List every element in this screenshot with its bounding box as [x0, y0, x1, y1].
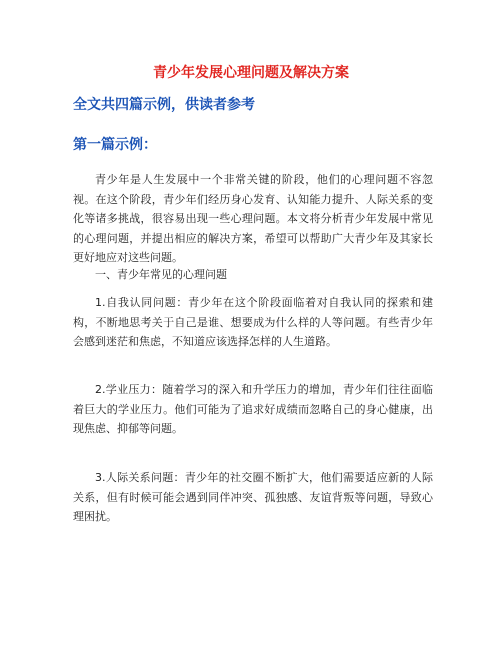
paragraph-intro: 青少年是人生发展中一个非常关键的阶段，他们的心理问题不容忽视。在这个阶段，青少年们经历身心发育、认知能力提升、人际关系的变化等诸多挑战，很容易出现一些心理问题。本文将分析青少年发展中常见的心理问题，并提出相应的解决方案，希望可以帮助广大青少年及其家长更好地应对这些问题。 — [73, 173, 433, 264]
paragraph-relationships: 3.人际关系问题：青少年的社交圈不断扩大，他们需要适应新的人际关系，但有时候可能会遇到同伴冲突、孤独感、友谊背叛等问题，导致心理困扰。 — [73, 471, 433, 523]
document-subtitle: 全文共四篇示例，供读者参考 — [73, 97, 255, 113]
section-heading: 第一篇示例： — [73, 137, 157, 153]
paragraph-academic-pressure: 2.学业压力：随着学习的深入和升学压力的增加，青少年们往往面临着巨大的学业压力。他们可能为了追求好成绩而忽略自己的身心健康，出现焦虑、抑郁等问题。 — [73, 383, 433, 435]
paragraph-self-identity: 1.自我认同问题：青少年在这个阶段面临着对自我认同的探索和建构，不断地思考关于自己是谁、想要成为什么样的人等问题。有些青少年会感到迷茫和焦虑，不知道应该选择怎样的人生道路。 — [73, 296, 433, 348]
paragraph-subheading: 一、青少年常见的心理问题 — [95, 268, 227, 281]
document-title: 青少年发展心理问题及解决方案 — [153, 65, 349, 81]
